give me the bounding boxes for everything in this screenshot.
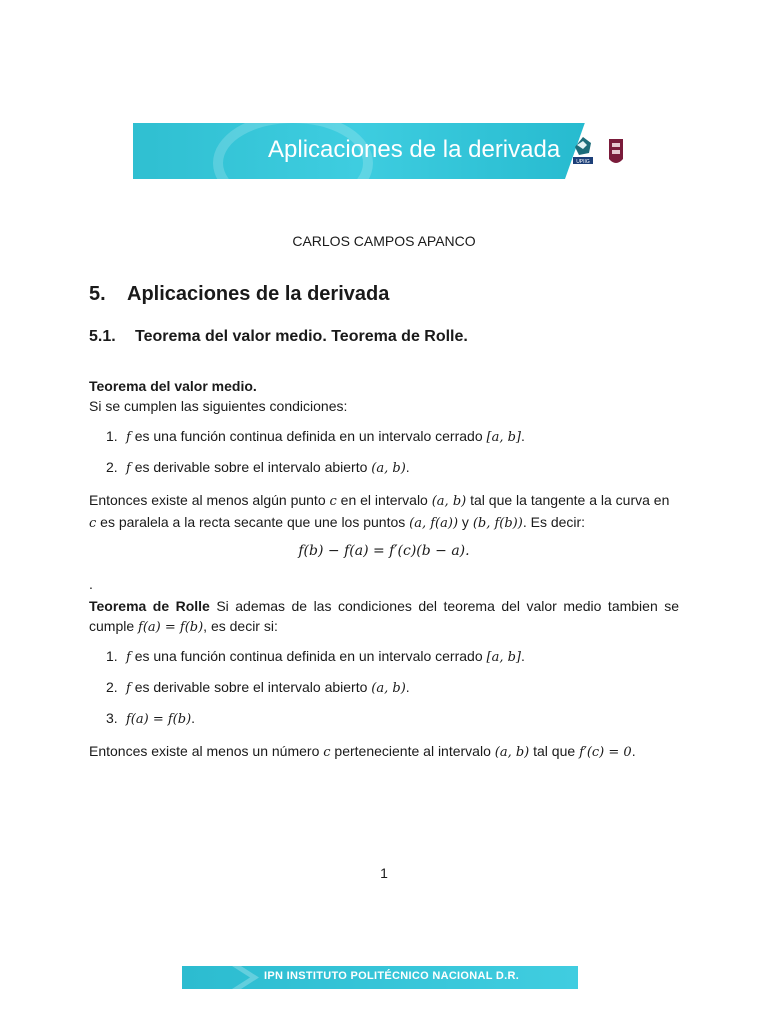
list-end: . (520, 428, 525, 444)
list-end: . (405, 679, 410, 695)
footer-banner (182, 966, 578, 989)
math-point-b: (b, f(b)) (472, 516, 523, 531)
text: , es decir si: (203, 618, 278, 634)
text: tal que la tangente a la curva en (466, 492, 670, 508)
subsection-heading (89, 328, 468, 346)
list-text: es una función continua definida en un intervalo cerrado (130, 428, 487, 444)
math-point-a: (a, f(a)) (409, 516, 459, 531)
mvt-conclusion (89, 490, 679, 534)
rolle-conclusion (89, 741, 679, 763)
rolle-list-item-2 (106, 679, 410, 696)
text: tal que (529, 743, 580, 759)
rolle-heading: Teorema de Rolle (89, 598, 210, 614)
list-number: 1. (106, 648, 118, 664)
mvt-list-item-2 (106, 459, 410, 476)
ipn-logo-icon (607, 135, 625, 169)
mvt-heading-block (89, 376, 679, 416)
math-f: f (126, 650, 131, 665)
footer-text: IPN INSTITUTO POLITÉCNICO NACIONAL D.R. (264, 970, 520, 982)
math-interval: [a, b] (486, 650, 521, 665)
math-derivative-zero: f′(c) = 0 (579, 745, 632, 760)
math-c: c (89, 516, 97, 531)
banner-title: Aplicaciones de la derivada (268, 136, 561, 163)
math-condition: f(a) = f(b) (138, 620, 204, 635)
list-number: 1. (106, 428, 118, 444)
mvt-heading: Teorema del valor medio. (89, 378, 257, 394)
list-number: 3. (106, 710, 118, 726)
list-text: es una función continua definida en un intervalo cerrado (130, 648, 487, 664)
author-name: CARLOS CAMPOS APANCO (292, 233, 476, 249)
text: Entonces existe al menos un número (89, 743, 324, 759)
mvt-list-item-1 (106, 428, 525, 445)
list-end: . (520, 648, 525, 664)
math-c: c (323, 745, 331, 760)
subsection-number: 5.1. (89, 328, 116, 345)
text: . (631, 743, 636, 759)
list-end: . (191, 710, 196, 726)
list-number: 2. (106, 679, 118, 695)
text: y (458, 514, 473, 530)
list-text: es derivable sobre el intervalo abierto (130, 459, 372, 475)
math-interval: (a, b) (371, 461, 406, 476)
section-number: 5. (89, 283, 106, 305)
math-c: c (329, 494, 337, 509)
text: Si ademas de las condiciones del teorema del valor medio tambien se cumple (89, 598, 679, 634)
header-banner (133, 123, 631, 179)
text: en el intervalo (336, 492, 432, 508)
text: . Es decir: (522, 514, 586, 530)
list-end: . (405, 459, 410, 475)
rolle-list-item-3 (106, 710, 195, 727)
text: es paralela a la recta secante que une los puntos (96, 514, 410, 530)
footer-arrow-icon (232, 966, 262, 989)
math-interval: (a, b) (431, 494, 467, 509)
upiig-logo-text: UPIIG (576, 159, 590, 165)
math-f: f (126, 681, 131, 696)
math-f: f (126, 430, 131, 445)
subsection-title: Teorema del valor medio. Teorema de Rolle. (135, 328, 468, 345)
list-number: 2. (106, 459, 118, 475)
math-condition: f(a) = f(b) (126, 712, 192, 727)
text: perteneciente al intervalo (330, 743, 495, 759)
math-interval: [a, b] (486, 430, 521, 445)
mvt-equation: f(b) − f(a) = f′(c)(b − a). (298, 543, 470, 559)
math-f: f (126, 461, 131, 476)
list-text: es derivable sobre el intervalo abierto (130, 679, 372, 695)
section-heading (89, 283, 389, 306)
text: Entonces existe al menos algún punto (89, 492, 330, 508)
section-title: Aplicaciones de la derivada (127, 283, 390, 305)
page-number: 1 (380, 865, 388, 881)
stray-dot: . (89, 576, 93, 592)
upiig-logo-icon (571, 133, 595, 167)
math-interval: (a, b) (371, 681, 406, 696)
mvt-intro: Si se cumplen las siguientes condiciones: (89, 398, 348, 414)
math-interval: (a, b) (494, 745, 530, 760)
rolle-list-item-1 (106, 648, 525, 665)
rolle-intro (89, 596, 679, 638)
